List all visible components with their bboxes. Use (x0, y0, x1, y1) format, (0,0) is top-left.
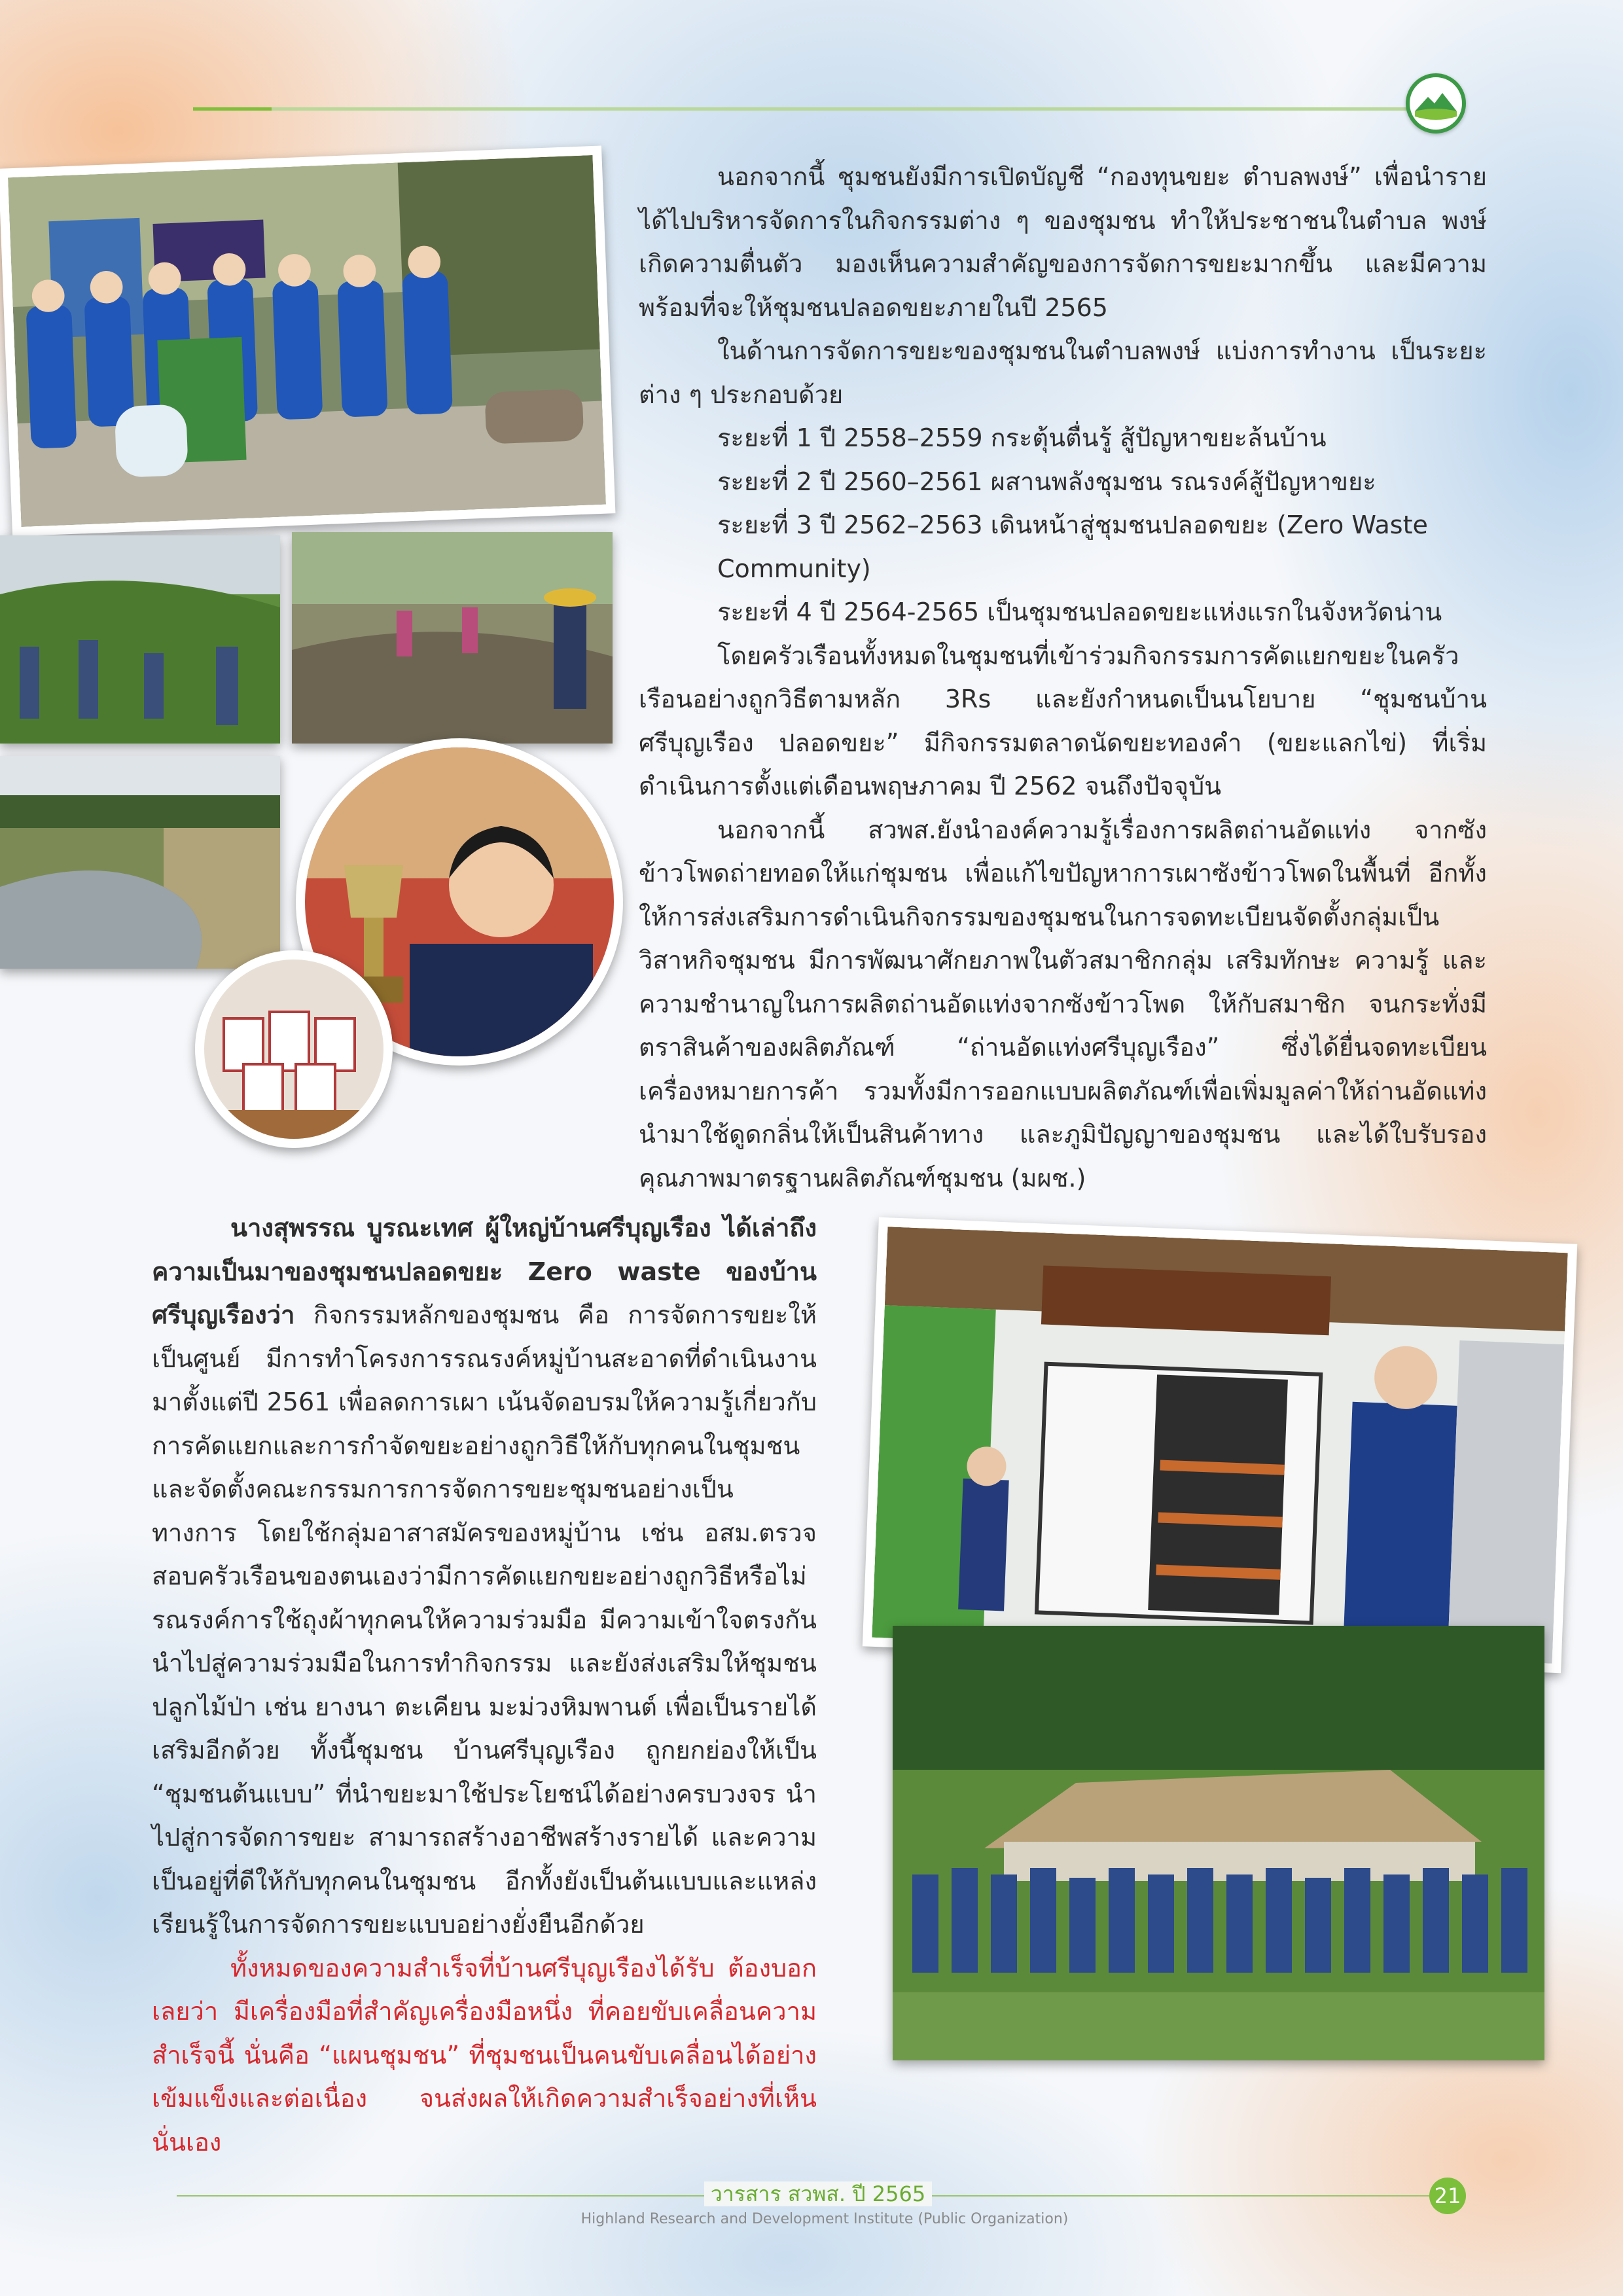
right-column-text (639, 155, 1487, 1200)
photo-hillside-group (0, 535, 280, 744)
phase-3: ระยะที่ 3 ปี 2562–2563 เดินหน้าสู่ชุมชนปลอดขยะ (Zero Waste (717, 511, 1428, 539)
footer-journal-title: วารสาร สวพส. ปี 2565 (694, 2179, 942, 2208)
phase-2: ระยะที่ 2 ปี 2560–2561 ผสานพลังชุมชน รณรงค์สู้ปัญหาขยะ (717, 467, 1376, 496)
page-number: 21 (1429, 2178, 1466, 2214)
header-rule (193, 107, 1410, 111)
photo-product-shop-presentation (863, 1217, 1577, 1674)
photo-volunteers-with-bins (0, 146, 615, 537)
photo-charcoal-product-packs (195, 950, 393, 1148)
paragraph-community-plan-highlight: ทั้งหมดของความสำเร็จที่บ้านศรีบุญเรืองได้รับ ต้องบอกเลยว่า มีเครื่องมือที่สำคัญเครื่องมือหนึ่ง ที่คอยขับเคลื่อนความสำเร็จนี้ นั่นคือ “แผนชุมชน” ที่ชุมชนเป็นคนขับเคลื่อนได้อย่างเข้มแข็งและต่อเนื่อง จนส่งผลให้เกิดความสำเร็จอย่างที่เห็นนั่นเอง (152, 1953, 817, 2157)
paragraph-phases-intro: ในด้านการจัดการขยะของชุมชนในตำบลพงษ์ แบ่งการทำงาน เป็นระยะต่าง ๆ ประกอบด้วย (639, 336, 1487, 409)
phase-4: ระยะที่ 4 ปี 2564-2565 เป็นชุมชนปลอดขยะแห่งแรกในจังหวัดน่าน (717, 598, 1442, 626)
phase-1: ระยะที่ 1 ปี 2558–2559 กระตุ้นตื่นรู้ สู้ปัญหาขยะล้นบ้าน (717, 423, 1327, 452)
phase-3-continuation: Community) (717, 554, 871, 583)
paragraph-waste-fund: นอกจากนี้ ชุมชนยังมีการเปิดบัญชี “กองทุนขยะ ตำบลพงษ์” เพื่อนำรายได้ไปบริหารจัดการในกิจกรรมต่าง ๆ ของชุมชน ทำให้ประชาชนในตำบล พงษ์ เกิดความตื่นตัว มองเห็นความสำคัญของการจัดการขยะมากขึ้น และมีความพร้อมที่จะให้ชุมชนปลอดขยะภายในปี 2565 (639, 162, 1487, 322)
paragraph-charcoal: นอกจากนี้ สวพส.ยังนำองค์ความรู้เรื่องการผลิตถ่านอัดแท่ง จากซังข้าวโพดถ่ายทอดให้แก่ชุมชน เพื่อแก้ไขปัญหาการเผาซังข้าวโพดในพื้นที่ อีกทั้งให้การส่งเสริมการดำเนินกิจกรรมของชุมชนในการจดทะเบียนจัดตั้งกลุ่มเป็นวิสาหกิจชุมชน มีการพัฒนาศักยภาพในตัวสมาชิกกลุ่ม เสริมทักษะ ความรู้ และความชำนาญในการผลิตถ่านอัดแท่งจากซังข้าวโพด ให้กับสมาชิก จนกระทั่งมีตราสินค้าของผลิตภัณฑ์ “ถ่านอัดแท่งศรีบุญเรือง” ซึ่งได้ยื่นจดทะเบียนเครื่องหมายการค้า รวมทั้งมีการออกแบบผลิตภัณฑ์เพื่อเพิ่มมูลค่าให้ถ่านอัดแท่งนำมาใช้ดูดกลิ่นให้เป็นสินค้าทาง และภูมิปัญญาของชุมชน และได้ใบรับรองคุณภาพมาตรฐานผลิตภัณฑ์ชุมชน (มผช.) (639, 815, 1487, 1193)
lead-sentence: นางสุพรรณ บูรณะเทศ ผู้ใหญ่บ้านศรีบุญเรือง ได้เล่าถึงความเป็นมาของชุมชนปลอดขยะ Zero waste ของบ้านศรีบุญเรืองว่า (152, 1213, 817, 1329)
paragraph-village-head-story (152, 1206, 817, 1946)
footer-institute-name: Highland Research and Development Institute (Public Organization) (580, 2211, 1069, 2227)
left-column-text (152, 1206, 817, 2164)
story-body: กิจกรรมหลักของชุมชน คือ การจัดการขยะให้เป็นศูนย์ มีการทำโครงการรณรงค์หมู่บ้านสะอาดที่ดำเนินงานมาตั้งแต่ปี 2561 เพื่อลดการเผา เน้นจัดอบรมให้ความรู้เกี่ยวกับการคัดแยกและการกำจัดขยะอย่างถูกวิธีให้กับทุกคนในชุมชน และจัดตั้งคณะกรรมการการจัดการขยะชุมชนอย่างเป็นทางการ โดยใช้กลุ่มอาสาสมัครของหมู่บ้าน เช่น อสม.ตรวจสอบครัวเรือนของตนเองว่ามีการคัดแยกขยะอย่างถูกวิธีหรือไม่ รณรงค์การใช้ถุงผ้าทุกคนให้ความร่วมมือ มีความเข้าใจตรงกัน นำไปสู่ความร่วมมือในการทำกิจกรรม และยังส่งเสริมให้ชุมชนปลูกไม้ป่า เช่น ยางนา ตะเคียน มะม่วงหิมพานต์ เพื่อเป็นรายได้เสริมอีกด้วย ทั้งนี้ชุมชน บ้านศรีบุญเรือง ถูกยกย่องให้เป็น “ชุมชนต้นแบบ” ที่นำขยะมาใช้ประโยชน์ได้อย่างครบวงจร นำไปสู่การจัดการขยะ สามารถสร้างอาชีพสร้างรายได้ และความเป็นอยู่ที่ดีให้กับทุกคนในชุมชน อีกทั้งยังเป็นต้นแบบและแหล่งเรียนรู้ในการจัดการขยะแบบอย่างยั่งยืนอีกด้วย (152, 1300, 817, 1939)
photo-waste-pile-cleanup (292, 532, 613, 744)
photo-community-group-gathering (893, 1626, 1544, 2060)
paragraph-households: โดยครัวเรือนทั้งหมดในชุมชนที่เข้าร่วมกิจกรรมการคัดแยกขยะในครัวเรือนอย่างถูกวิธีตามหลัก 3Rs และยังกำหนดเป็นนโยบาย “ชุมชนบ้านศรีบุญเรือง ปลอดขยะ” มีกิจกรรมตลาดนัดขยะทองคำ (ขยะแลกไข่) ที่เริ่มดำเนินการตั้งแต่เดือนพฤษภาคม ปี 2562 จนถึงปัจจุบัน (639, 641, 1487, 800)
photo-stream (0, 756, 280, 969)
mountain-logo-icon (1406, 73, 1466, 134)
